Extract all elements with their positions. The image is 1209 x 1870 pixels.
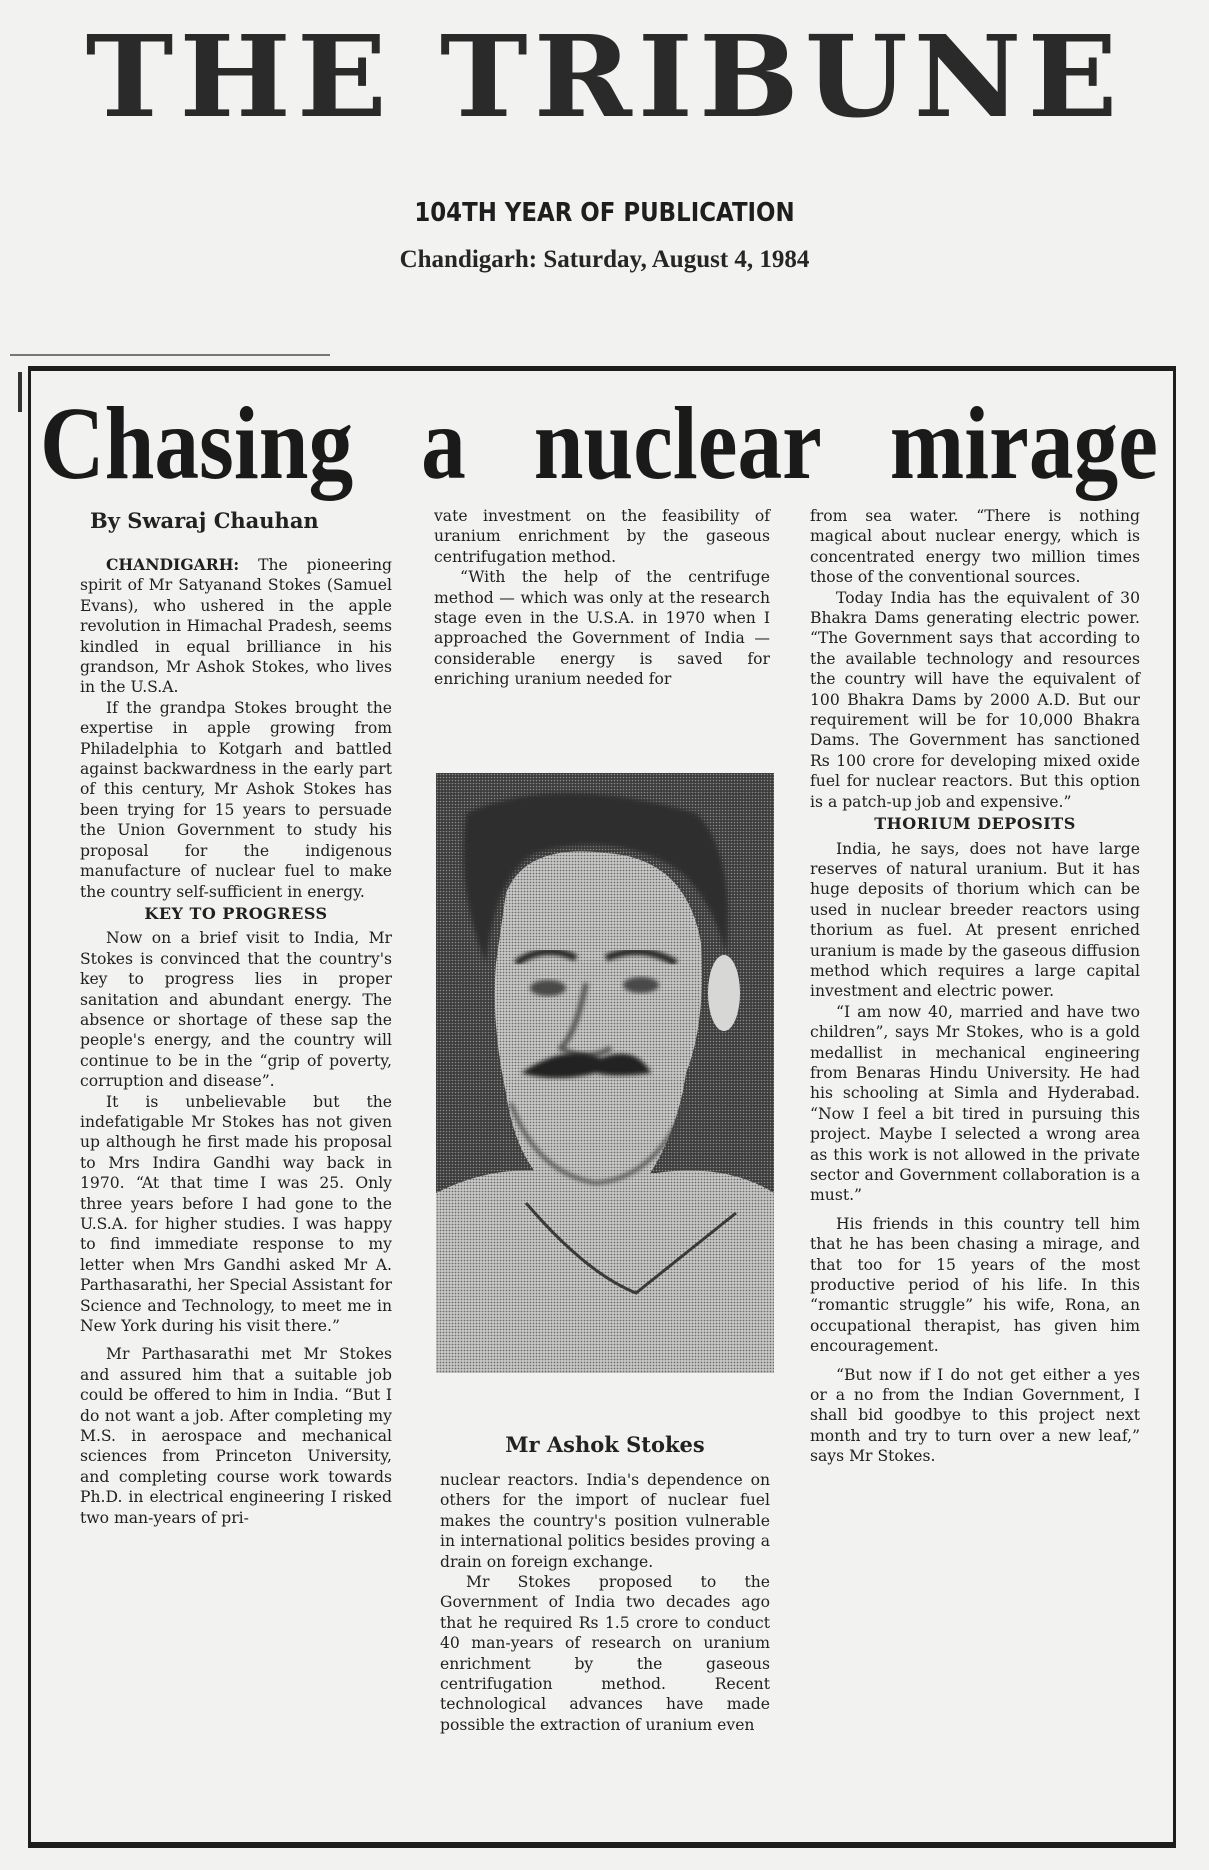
newspaper-masthead: THE TRIBUNE [85, 10, 1124, 143]
article-column-2-bottom [440, 1470, 770, 1735]
divider-rule [10, 354, 330, 356]
paragraph: from sea water. “There is nothing magical about nuclear energy, which is concentrated energy two million times those of the conventional sources. [810, 507, 1140, 587]
subheading: KEY TO PROGRESS [144, 903, 328, 923]
paragraph [80, 555, 392, 698]
frame-mark [18, 372, 22, 412]
paragraph: Today India has the equivalent of 30 Bhakra Dams generating electric power. “The Government says that according to the available technology and resources the country will have the equivalent of 100 Bhakra Dams by 2000 A.D. But our requirement will be for 10,000 Bhakra Dams. The Government has sanctioned Rs 100 crore for developing mixed oxide fuel for nuclear reactors. But this option is a patch-up job and expensive.” [810, 588, 1140, 811]
article-column-2-top [434, 506, 770, 690]
paragraph: “With the help of the centrifuge method — which was only at the research stage even in the U.S.A. in 1970 when I approached the Government of India — considerable energy is saved for enriching uranium needed for [434, 568, 770, 689]
article-column-3 [810, 506, 1140, 1467]
headline-word: a [421, 386, 466, 501]
headline-word: Chasing [40, 386, 354, 501]
paragraph: vate investment on the feasibility of uranium enrichment by the gaseous centrifugation method. [434, 507, 770, 566]
paragraph: “But now if I do not get either a yes or a no from the Indian Government, I shall bid goodbye to this project next month and try to turn over a new leaf,” says Mr Stokes. [810, 1365, 1140, 1466]
paragraph: His friends in this country tell him that he has been chasing a mirage, and that too for 15 years of the most productive period of his life. In this “romantic struggle” his wife, Rona, an occupational therapist, has given him encouragement. [810, 1214, 1140, 1356]
headline-word: mirage [889, 386, 1158, 501]
article-column-1 [80, 555, 392, 1528]
paragraph: If the grandpa Stokes brought the expertise in apple growing from Philadelphia to Kotgarh and battled against backwardness in the early part of this century, Mr Ashok Stokes has been trying for 15 years to persuade the Union Government to study his proposal for the indigenous manufacture of nuclear fuel to make the country self-sufficient in energy. [80, 698, 392, 901]
photo-caption: Mr Ashok Stokes [505, 1432, 705, 1457]
paragraph: It is unbelievable but the indefatigable Mr Stokes has not given up although he first made his proposal to Mrs Indira Gandhi way back in 1970. “At that time I was 25. Only three years before I had gone to the U.S.A. for higher studies. I was happy to find immediate response to my letter when Mrs Gandhi asked Mr A. Parthasarathi, her Special Assistant for Science and Technology, to meet me in New York during his visit there.” [80, 1092, 392, 1336]
paragraph: nuclear reactors. India's dependence on others for the import of nuclear fuel makes the country's position vulnerable in international politics besides proving a drain on foreign exchange. [440, 1471, 770, 1571]
issue-dateline: Chandigarh: Saturday, August 4, 1984 [399, 246, 810, 273]
paragraph: Now on a brief visit to India, Mr Stokes is convinced that the country's key to progress lies in proper sanitation and abundant energy. The absence or shortage of these sap the people's energy, and the country will continue to be in the “grip of poverty, corruption and disease”. [80, 929, 392, 1091]
portrait-halftone-image [436, 773, 774, 1373]
article-headline [40, 386, 1158, 501]
publication-year: 104TH YEAR OF PUBLICATION [414, 198, 795, 228]
subheading: THORIUM DEPOSITS [874, 814, 1076, 834]
paragraph: Mr Parthasarathi met Mr Stokes and assured him that a suitable job could be offered to him in India. “But I do not want a job. After completing my M.S. in aerospace and mechanical sciences from Princeton University, and completing course work towards Ph.D. in electrical engineering I risked two man-years of pri- [80, 1345, 392, 1527]
paragraph: “I am now 40, married and have two children”, says Mr Stokes, who is a gold medallist in mechanical engineering from Benaras Hindu University. He had his schooling at Simla and Hyderabad. “Now I feel a bit tired in pursuing this project. Maybe I selected a wrong area as this work is not allowed in the private sector and Government collaboration is a must.” [810, 1002, 1140, 1205]
paragraph: Mr Stokes proposed to the Government of India two decades ago that he required Rs 1.5 crore to conduct 40 man-years of research on uranium enrichment by the gaseous centrifugation method. Recent technological advances have made possible the extraction of uranium even [440, 1573, 770, 1734]
dateline-lead: CHANDIGARH: [106, 555, 240, 574]
byline: By Swaraj Chauhan [90, 508, 319, 533]
headline-word: nuclear [533, 386, 822, 501]
portrait-photo [436, 773, 774, 1373]
paragraph-text: The pioneering spirit of Mr Satyanand Stokes (Samuel Evans), who ushered in the apple revolution in Himachal Pradesh, seems kindled in equal brilliance in his grandson, Mr Ashok Stokes, who lives in the U.S.A. [80, 556, 392, 697]
paragraph: India, he says, does not have large reserves of natural uranium. But it has huge deposits of thorium which can be used in nuclear breeder reactors using thorium as fuel. At present enriched uranium is made by the gaseous diffusion method which requires a large capital investment and electric power. [810, 839, 1140, 1001]
